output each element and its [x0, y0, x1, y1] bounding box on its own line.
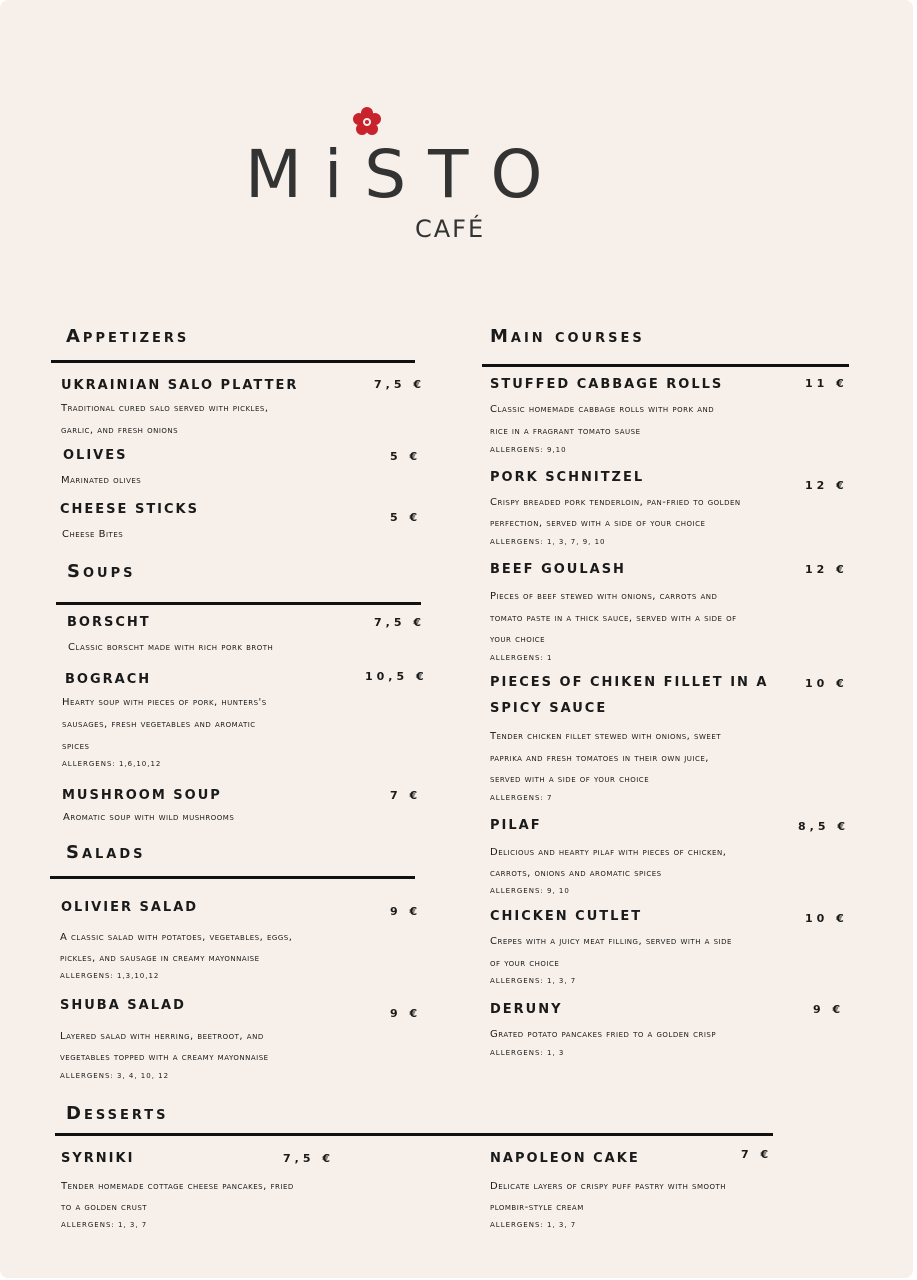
item-allergens: ALLERGENS: 7 — [490, 794, 553, 802]
brand-subtitle: CAFÉ — [415, 215, 486, 243]
item-description: Tender homemade cottage cheese pancakes, fried — [61, 1181, 294, 1192]
item-price: 5 € — [390, 450, 422, 463]
item-name: NAPOLEON CAKE — [490, 1151, 640, 1166]
item-description: Marinated olives — [61, 475, 142, 486]
flower-logo-icon — [351, 105, 383, 137]
item-name: PIECES OF CHIKEN FILLET IN A — [490, 675, 769, 690]
item-name: CHICKEN CUTLET — [490, 909, 643, 924]
section-divider — [56, 602, 421, 605]
item-price: 11 € — [805, 377, 848, 390]
item-description: to a golden crust — [61, 1202, 148, 1213]
item-description: Delicate layers of crispy puff pastry with smooth — [490, 1181, 727, 1192]
item-name: SYRNIKI — [61, 1151, 135, 1166]
item-allergens: ALLERGENS: 3, 4, 10, 12 — [60, 1072, 170, 1080]
item-description: rice in a fragrant tomato sause — [490, 426, 641, 437]
item-description: sausages, fresh vegetables and aromatic — [62, 719, 256, 730]
item-name: BOGRACH — [65, 672, 152, 687]
item-name: BORSCHT — [67, 615, 151, 630]
item-allergens: ALLERGENS: 1 — [490, 654, 553, 662]
item-description: vegetables topped with a creamy mayonnaise — [60, 1052, 269, 1063]
item-allergens: ALLERGENS: 9, 10 — [490, 887, 570, 895]
item-description: perfection, served with a side of your choice — [490, 518, 706, 529]
item-description: spices — [62, 741, 90, 752]
item-description: tomato paste in a thick sauce, served with a side of — [490, 613, 737, 624]
item-allergens: ALLERGENS: 1, 3, 7 — [490, 977, 577, 985]
item-name: CHEESE STICKS — [60, 502, 199, 517]
item-price: 5 € — [390, 511, 422, 524]
item-price: 10 € — [805, 677, 848, 690]
item-name: MUSHROOM SOUP — [62, 788, 222, 803]
item-allergens: ALLERGENS: 1,3,10,12 — [60, 972, 160, 980]
item-description: Pieces of beef stewed with onions, carrots and — [490, 591, 718, 602]
item-description: pickles, and sausage in creamy mayonnaise — [60, 953, 260, 964]
item-description: of your choice — [490, 958, 560, 969]
item-allergens: ALLERGENS: 1, 3, 7 — [61, 1221, 148, 1229]
item-description: garlic, and fresh onions — [61, 425, 179, 436]
item-name: PILAF — [490, 818, 542, 833]
item-name: OLIVIER SALAD — [61, 900, 199, 915]
section-divider — [50, 876, 415, 879]
item-description: paprika and fresh tomatoes in their own juice, — [490, 753, 709, 764]
brand-name: MiSTO — [245, 136, 565, 213]
item-description: Classic homemade cabbage rolls with pork and — [490, 404, 715, 415]
item-allergens: ALLERGENS: 1, 3, 7 — [490, 1221, 577, 1229]
section-title-soups: Soups — [67, 561, 136, 582]
item-price: 12 € — [805, 563, 848, 576]
item-price: 7 € — [390, 789, 422, 802]
item-price: 9 € — [813, 1003, 845, 1016]
item-price: 8,5 € — [798, 820, 849, 833]
item-description: Crispy breaded pork tenderloin, pan-fried to golden — [490, 497, 741, 508]
section-divider — [55, 1133, 773, 1136]
item-description: your choice — [490, 634, 546, 645]
section-title-salads: Salads — [66, 842, 146, 863]
section-divider — [482, 364, 849, 367]
item-price: 9 € — [390, 905, 422, 918]
item-allergens: ALLERGENS: 1,6,10,12 — [62, 760, 162, 768]
item-price: 7,5 € — [374, 616, 425, 629]
item-description: served with a side of your choice — [490, 774, 650, 785]
item-description: Aromatic soup with wild mushrooms — [63, 812, 235, 823]
item-price: 9 € — [390, 1007, 422, 1020]
section-divider — [51, 360, 415, 363]
item-price: 7 € — [741, 1148, 773, 1161]
item-price: 10 € — [805, 912, 848, 925]
item-allergens: ALLERGENS: 1, 3 — [490, 1049, 565, 1057]
section-title-desserts: Desserts — [66, 1103, 169, 1124]
item-name: STUFFED CABBAGE ROLLS — [490, 377, 724, 392]
item-price: 7,5 € — [283, 1152, 334, 1165]
item-price: 7,5 € — [374, 378, 425, 391]
item-price: 10,5 € — [365, 670, 428, 683]
section-title-main-courses: Main courses — [490, 326, 645, 347]
item-description: Hearty soup with pieces of pork, hunters's — [62, 697, 267, 708]
item-name: OLIVES — [63, 448, 128, 463]
item-description: Grated potato pancakes fried to a golden crisp — [490, 1029, 717, 1040]
item-name: SHUBA SALAD — [60, 998, 186, 1013]
item-description: Classic borscht made with rich pork broth — [68, 642, 274, 653]
item-name: UKRAINIAN SALO PLATTER — [61, 378, 299, 393]
item-allergens: ALLERGENS: 9,10 — [490, 446, 567, 454]
item-price: 12 € — [805, 479, 848, 492]
item-description: plombir-style cream — [490, 1202, 584, 1213]
item-name: PORK SCHNITZEL — [490, 470, 645, 485]
item-name: BEEF GOULASH — [490, 562, 626, 577]
item-description: Traditional cured salo served with pickles, — [61, 403, 269, 414]
item-description: Crepes with a juicy meat filling, served with a side — [490, 936, 732, 947]
item-description: Cheese Bites — [62, 529, 124, 540]
item-description: A classic salad with potatoes, vegetables, eggs, — [60, 932, 293, 943]
item-allergens: ALLERGENS: 1, 3, 7, 9, 10 — [490, 538, 606, 546]
section-title-appetizers: Appetizers — [66, 326, 190, 347]
item-description: carrots, onions and aromatic spices — [490, 868, 662, 879]
item-description: Layered salad with herring, beetroot, and — [60, 1031, 264, 1042]
item-name-continued: SPICY SAUCE — [490, 701, 608, 716]
item-name: DERUNY — [490, 1002, 563, 1017]
item-description: Delicious and hearty pilaf with pieces of chicken, — [490, 847, 727, 858]
item-description: Tender chicken fillet stewed with onions, sweet — [490, 731, 722, 742]
